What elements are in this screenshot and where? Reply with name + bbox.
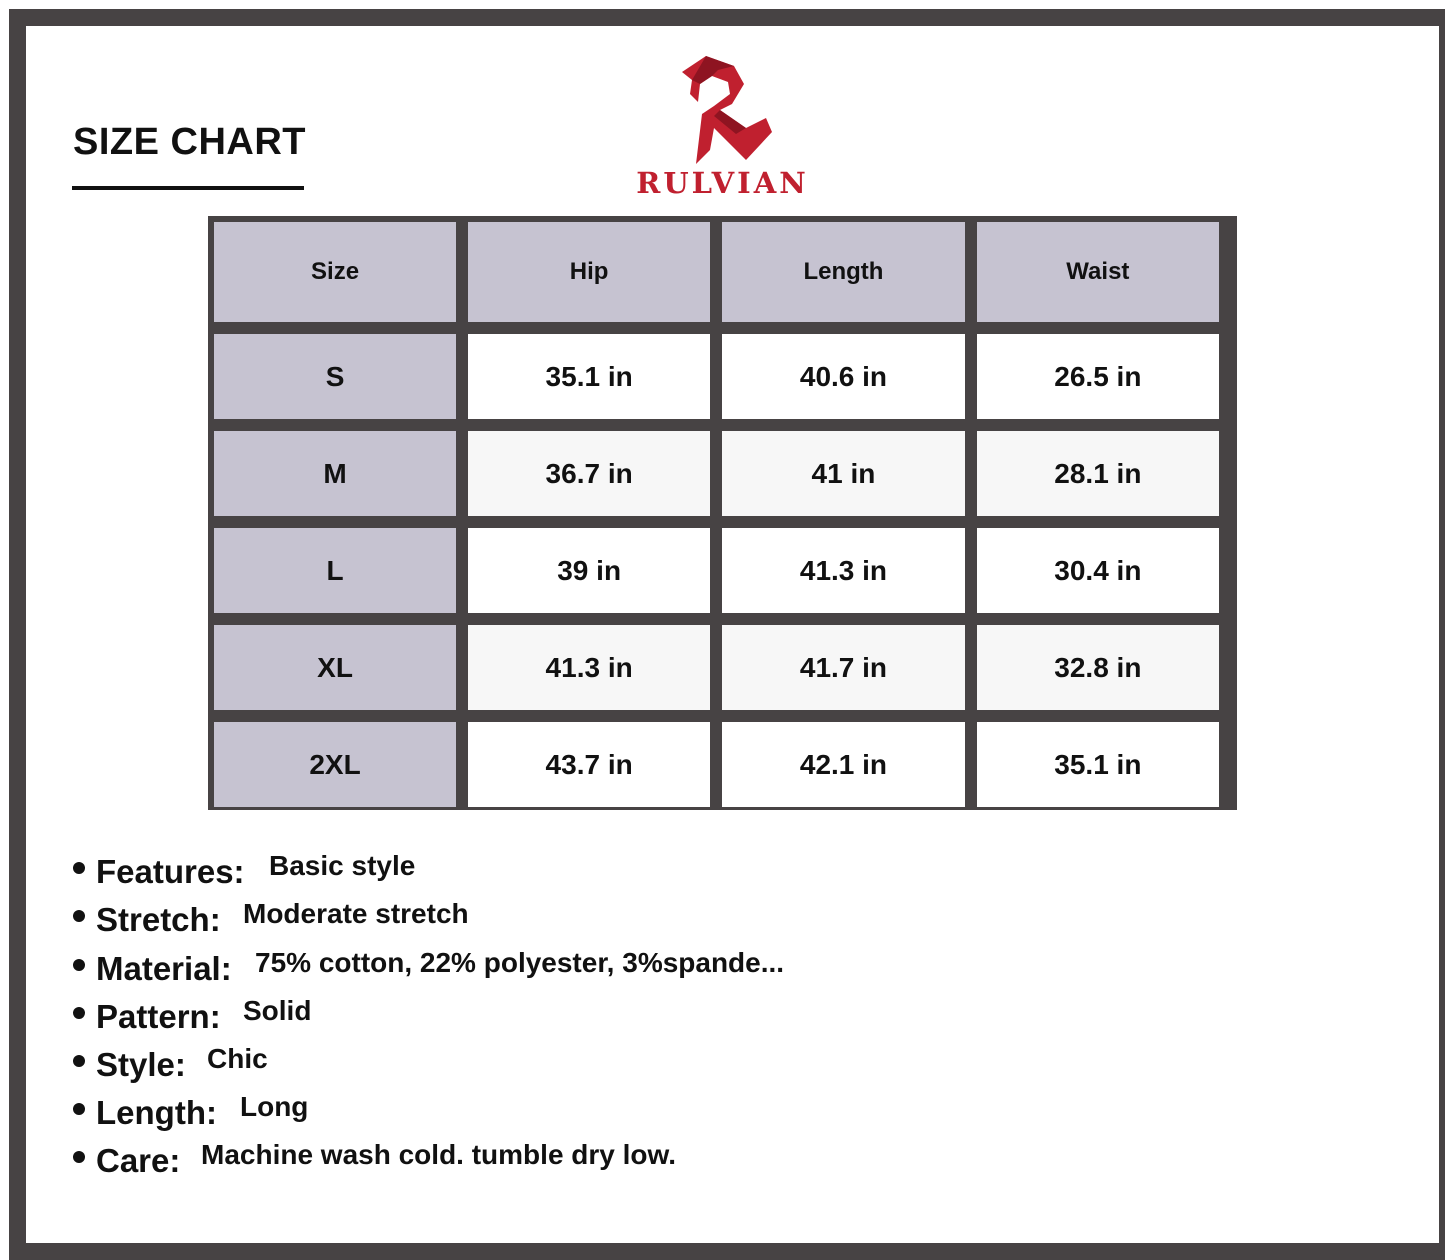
spec-value: Machine wash cold. tumble dry low. bbox=[201, 1139, 677, 1170]
column-header: Length bbox=[722, 222, 965, 322]
spec-value: Basic style bbox=[269, 850, 416, 881]
length-cell: 41.3 in bbox=[722, 528, 965, 613]
spec-label: Features: bbox=[96, 853, 245, 890]
spec-label: Care: bbox=[96, 1142, 181, 1179]
spec-value: Solid bbox=[243, 995, 312, 1026]
table-row bbox=[214, 431, 1219, 516]
rulvian-r-logo-icon bbox=[674, 54, 774, 166]
bullet-icon bbox=[73, 1103, 85, 1115]
size-cell: 2XL bbox=[214, 722, 456, 807]
waist-cell: 26.5 in bbox=[977, 334, 1219, 419]
hip-cell: 41.3 in bbox=[468, 625, 710, 710]
brand-name: RULVIAN bbox=[636, 166, 809, 200]
length-cell: 41.7 in bbox=[722, 625, 965, 710]
table-row bbox=[214, 722, 1219, 807]
title-underline bbox=[72, 186, 304, 190]
size-cell: M bbox=[214, 431, 456, 516]
waist-cell: 32.8 in bbox=[977, 625, 1219, 710]
waist-cell: 35.1 in bbox=[977, 722, 1219, 807]
hip-cell: 35.1 in bbox=[468, 334, 710, 419]
hip-cell: 36.7 in bbox=[468, 431, 710, 516]
spec-label: Pattern: bbox=[96, 998, 221, 1035]
size-table-container bbox=[208, 216, 1237, 810]
size-cell: XL bbox=[214, 625, 456, 710]
table-row bbox=[214, 334, 1219, 419]
size-table bbox=[202, 210, 1231, 819]
page-frame bbox=[9, 9, 1445, 1260]
length-cell: 41 in bbox=[722, 431, 965, 516]
bullet-icon bbox=[73, 959, 85, 971]
length-cell: 40.6 in bbox=[722, 334, 965, 419]
brand-logo bbox=[626, 54, 826, 204]
hip-cell: 39 in bbox=[468, 528, 710, 613]
size-cell: S bbox=[214, 334, 456, 419]
waist-cell: 28.1 in bbox=[977, 431, 1219, 516]
bullet-icon bbox=[73, 1007, 85, 1019]
spec-value: Long bbox=[240, 1091, 309, 1122]
hip-cell: 43.7 in bbox=[468, 722, 710, 807]
bullet-icon bbox=[73, 1151, 85, 1163]
bullet-icon bbox=[73, 1055, 85, 1067]
table-row bbox=[214, 625, 1219, 710]
waist-cell: 30.4 in bbox=[977, 528, 1219, 613]
table-header-row bbox=[214, 222, 1219, 322]
size-cell: L bbox=[214, 528, 456, 613]
length-cell: 42.1 in bbox=[722, 722, 965, 807]
spec-value: Moderate stretch bbox=[243, 898, 469, 929]
page-title: SIZE CHART bbox=[73, 121, 306, 163]
table-row bbox=[214, 528, 1219, 613]
spec-label: Length: bbox=[96, 1094, 217, 1131]
spec-value: Chic bbox=[207, 1043, 268, 1074]
spec-label: Stretch: bbox=[96, 901, 221, 938]
column-header: Size bbox=[214, 222, 456, 322]
spec-value: 75% cotton, 22% polyester, 3%spande... bbox=[255, 947, 785, 978]
bullet-icon bbox=[73, 862, 85, 874]
spec-label: Style: bbox=[96, 1046, 186, 1083]
column-header: Hip bbox=[468, 222, 710, 322]
spec-label: Material: bbox=[96, 950, 232, 987]
bullet-icon bbox=[73, 910, 85, 922]
column-header: Waist bbox=[977, 222, 1219, 322]
